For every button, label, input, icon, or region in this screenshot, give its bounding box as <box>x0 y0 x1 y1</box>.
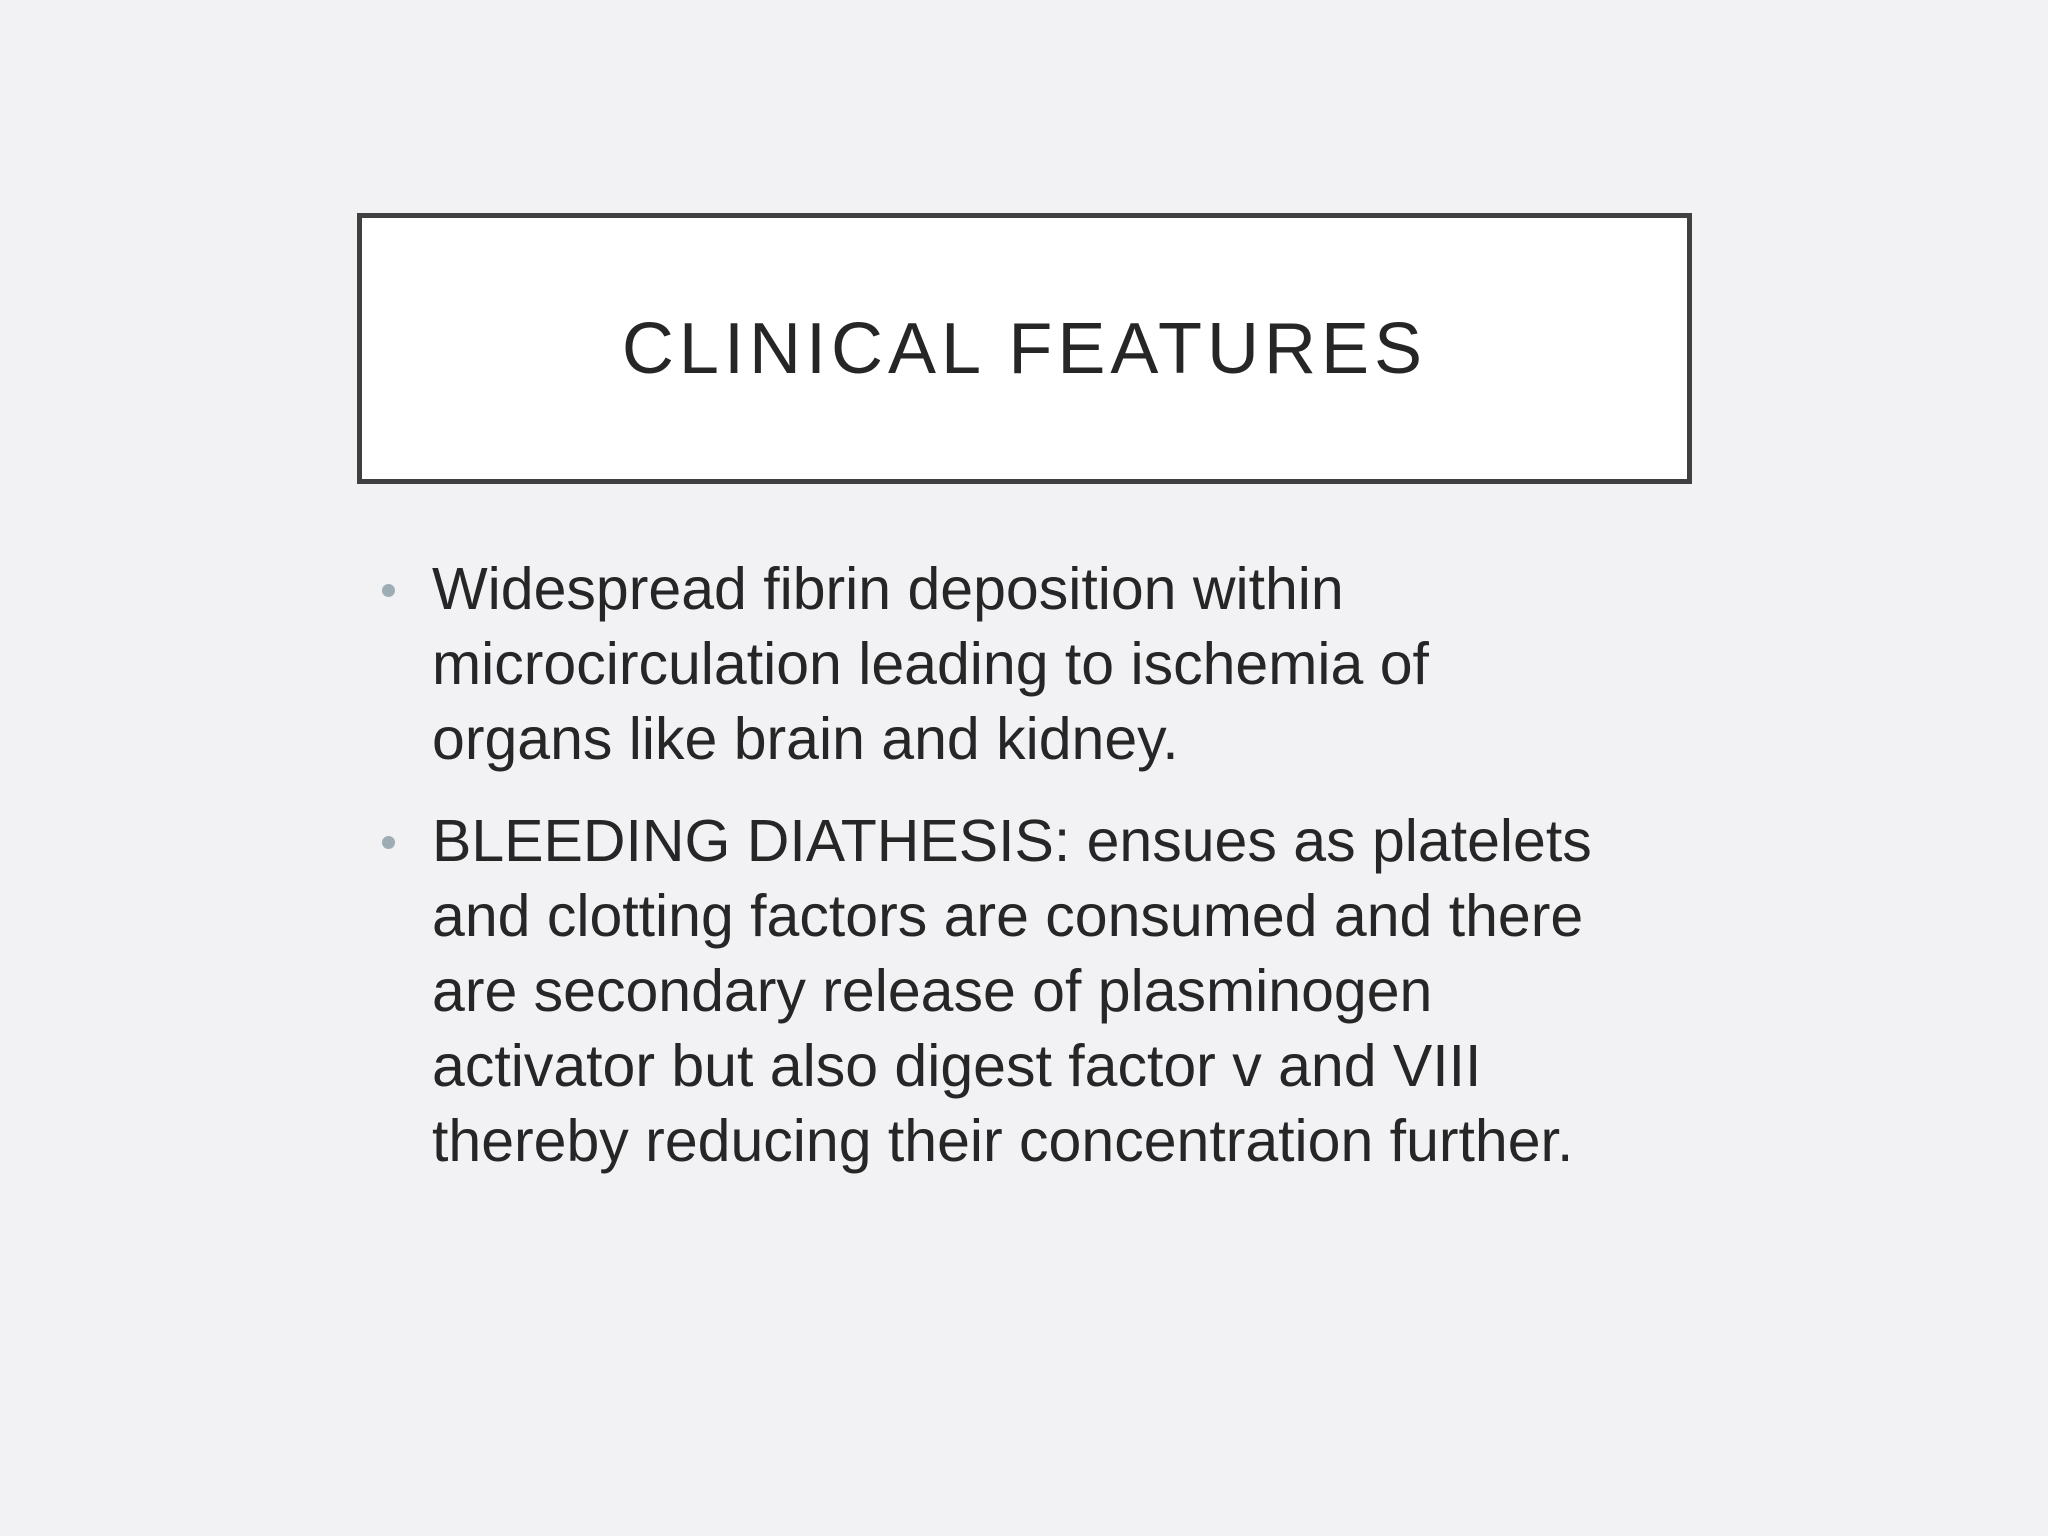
title-box <box>357 213 1692 484</box>
bullet-text: BLEEDING DIATHESIS: ensues as platelets and clotting factors are consumed and there are secondary release of plasminogen activator but also digest factor v and VIII thereby reducing their concentration further. <box>432 808 1592 1174</box>
slide-title: CLINICAL FEATURES <box>621 308 1428 389</box>
bullet-dot-icon <box>382 584 395 597</box>
bullet-dot-icon <box>382 836 395 849</box>
content-area <box>378 552 1708 1206</box>
bullet-item <box>378 804 1708 1179</box>
bullet-list <box>378 552 1708 1179</box>
bullet-text: Widespread fibrin deposition within microcirculation leading to ischemia of organs like brain and kidney. <box>432 556 1429 772</box>
bullet-item <box>378 552 1708 777</box>
